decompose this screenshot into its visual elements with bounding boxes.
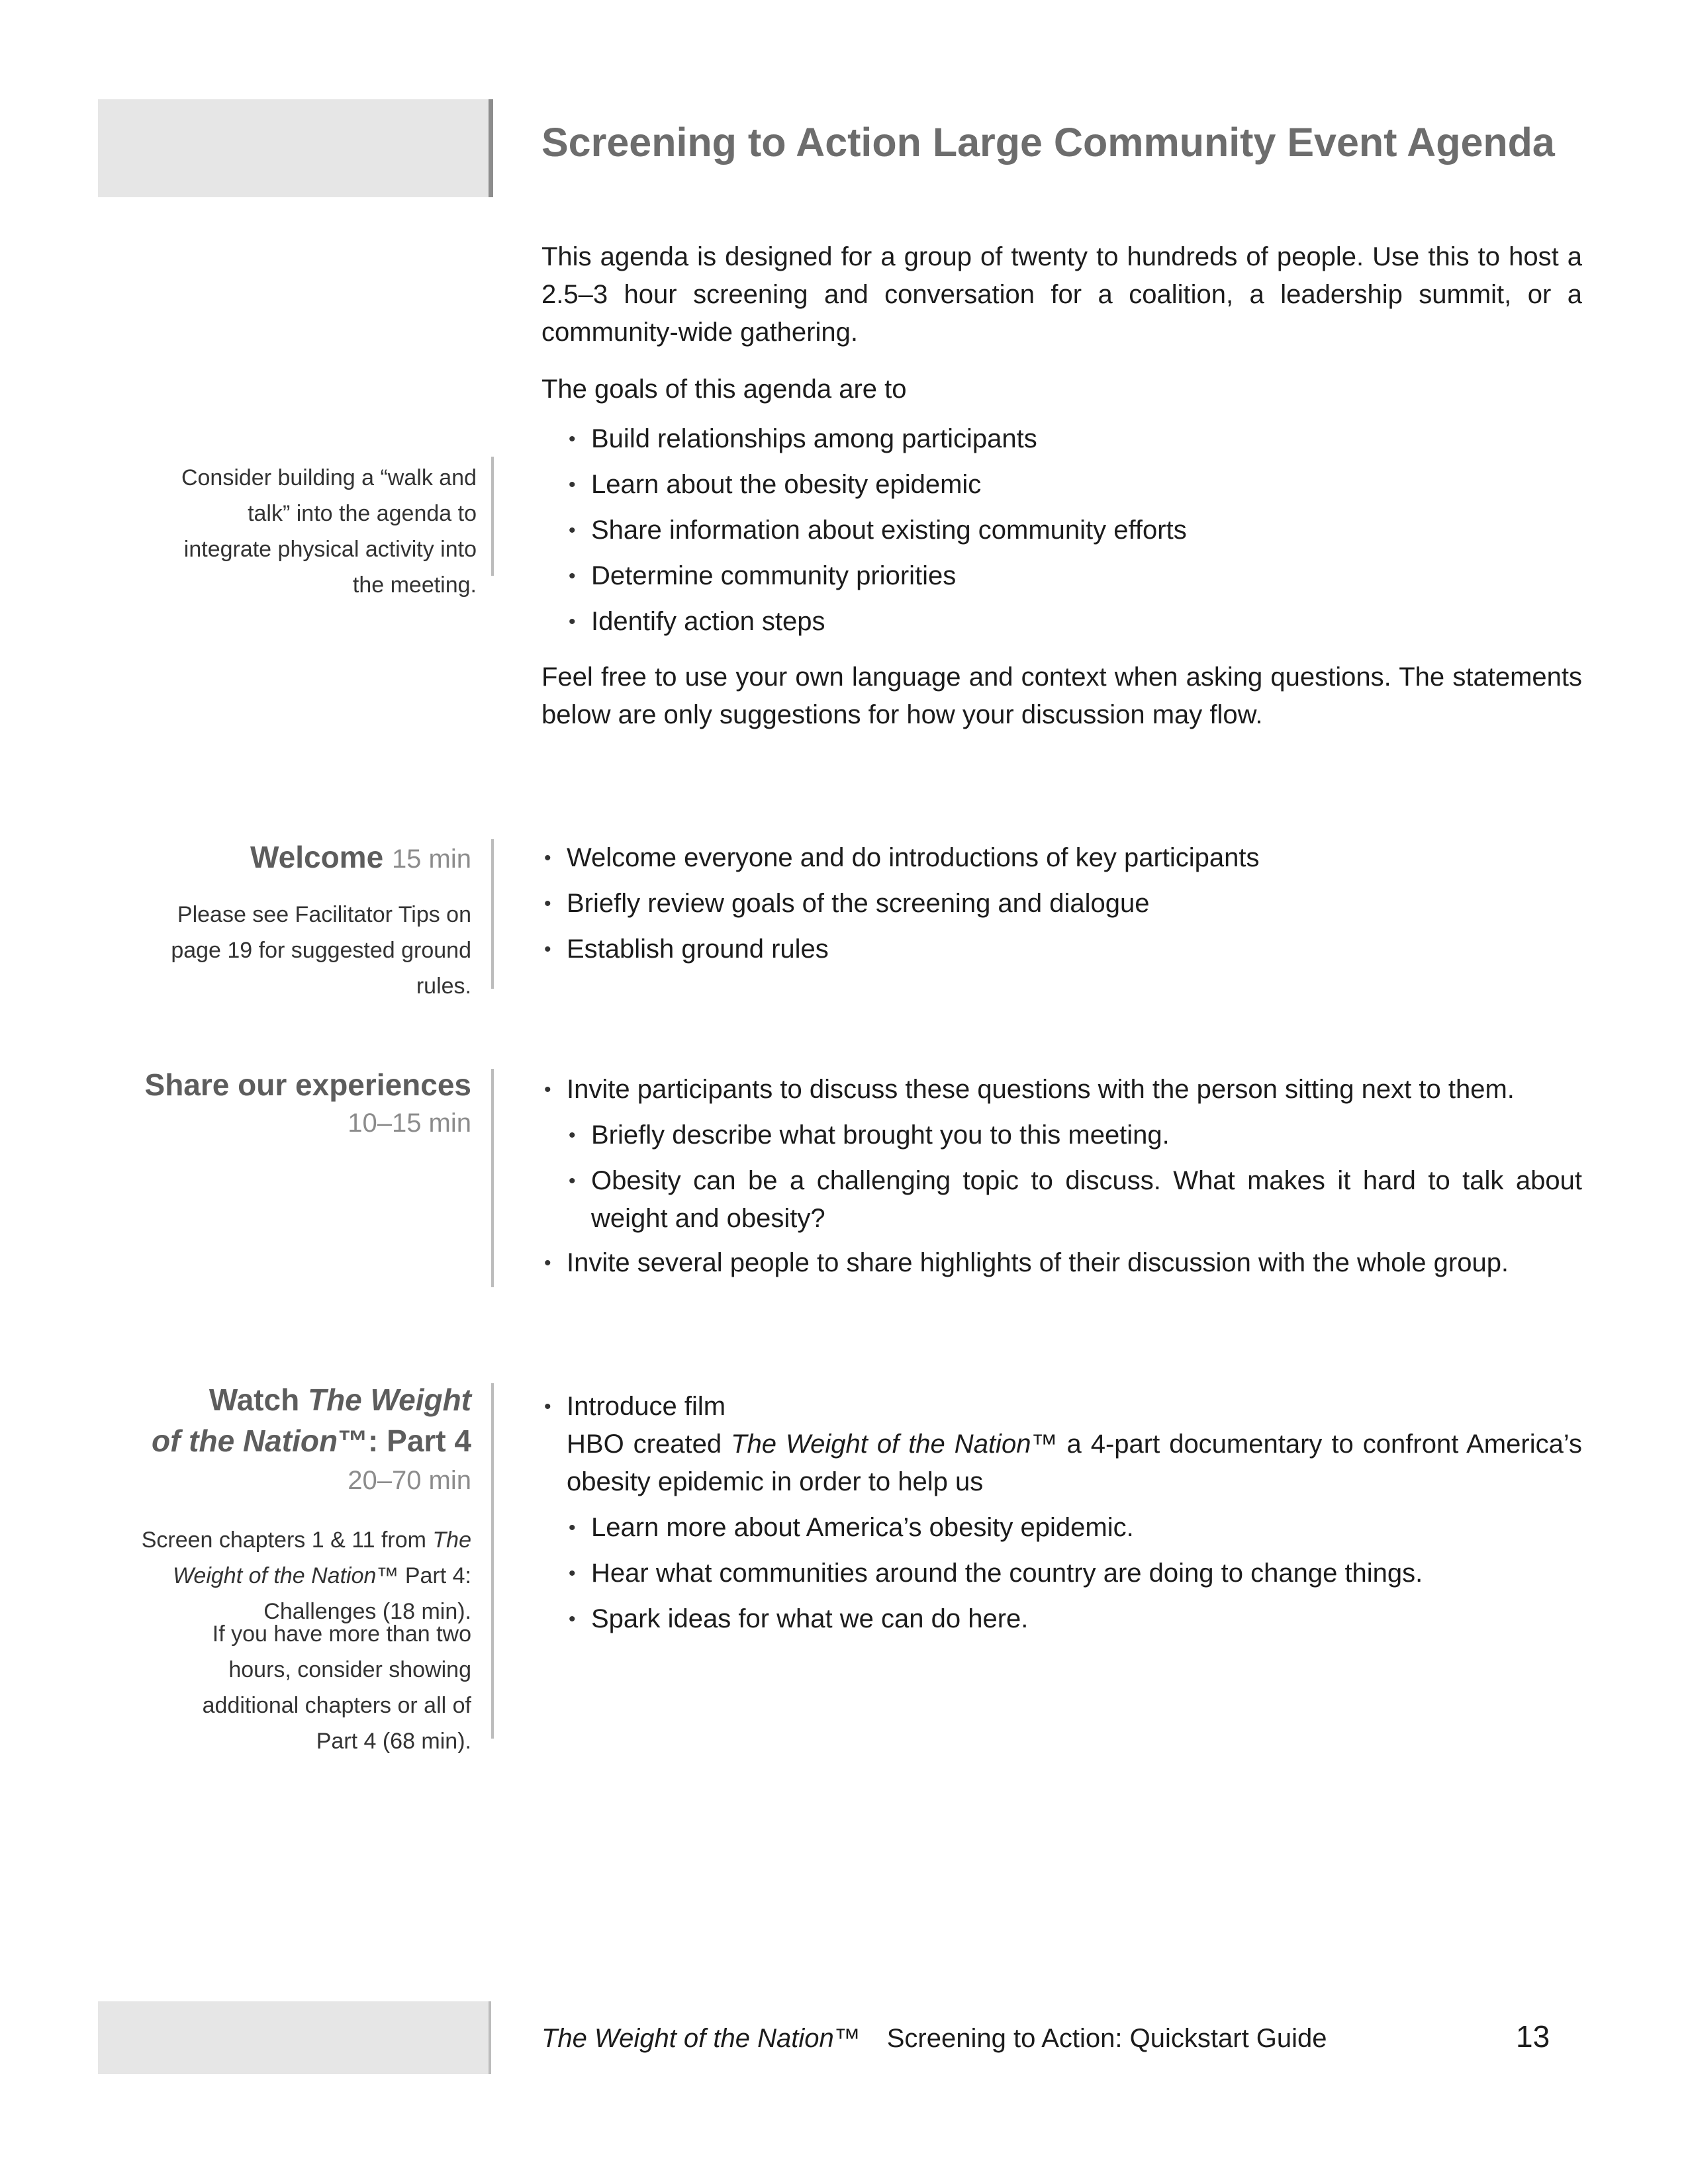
watch-time: 20–70 min xyxy=(348,1466,471,1495)
bullet-icon: • xyxy=(544,847,551,869)
share-list xyxy=(541,1071,1582,1116)
header-rule xyxy=(489,99,493,197)
share-time: 10–15 min xyxy=(348,1109,471,1138)
watch-item: • Introduce film HBO created The Weight of the Nation™ a 4-part documentary to confront America’s obesity epidemic in order to help us xyxy=(541,1388,1582,1501)
welcome-item: • Briefly review goals of the screening and dialogue xyxy=(541,885,1582,923)
welcome-item: • Establish ground rules xyxy=(541,931,1582,968)
bullet-icon: • xyxy=(569,1170,576,1192)
welcome-note: Please see Facilitator Tips on page 19 for suggested ground rules. xyxy=(171,902,471,999)
footer-rule xyxy=(489,2001,491,2074)
goal-item: • Build relationships among participants xyxy=(566,420,1582,458)
share-subitem: • Obesity can be a challenging topic to discuss. What makes it hard to talk about weight and obesity? xyxy=(566,1162,1582,1238)
bullet-icon: • xyxy=(569,428,576,450)
bullet-icon: • xyxy=(569,1563,576,1584)
watch-note-2: If you have more than two hours, consider showing additional chapters or all of Part 4 (68 min). xyxy=(202,1621,471,1754)
bullet-icon: • xyxy=(569,565,576,587)
bullet-icon: • xyxy=(569,1124,576,1146)
share-sublist xyxy=(566,1116,1582,1246)
goal-item: • Share information about existing community efforts xyxy=(566,512,1582,549)
share-rule xyxy=(491,1069,494,1287)
page-number: 13 xyxy=(1516,2019,1550,2054)
welcome-time: 15 min xyxy=(391,844,471,874)
bullet-icon: • xyxy=(569,1517,576,1539)
page-title: Screening to Action Large Community Event Agenda xyxy=(541,120,1555,165)
goal-item: • Identify action steps xyxy=(566,603,1582,641)
bullet-icon: • xyxy=(544,1252,551,1274)
walk-and-talk-note: Consider building a “walk and talk” into the agenda to integrate physical activity into the meeting. xyxy=(181,465,477,598)
header-gray-block xyxy=(98,99,490,197)
share-item: • Invite participants to discuss these questions with the person sitting next to them. xyxy=(541,1071,1582,1109)
watch-list xyxy=(541,1388,1582,1509)
welcome-item: • Welcome everyone and do introductions of key participants xyxy=(541,839,1582,877)
bullet-icon: • xyxy=(569,474,576,496)
bullet-icon: • xyxy=(544,938,551,960)
watch-sublist xyxy=(566,1509,1582,1646)
welcome-list xyxy=(541,839,1582,976)
bullet-icon: • xyxy=(544,893,551,915)
goals-list xyxy=(566,420,1582,649)
goal-item: • Determine community priorities xyxy=(566,557,1582,595)
share-heading: Share our experiences xyxy=(144,1068,471,1102)
watch-note-1: Screen chapters 1 & 11 from The Weight of the Nation™ Part 4: Challenges (18 min). xyxy=(141,1527,471,1624)
bullet-icon: • xyxy=(544,1079,551,1101)
share-list-2 xyxy=(541,1244,1582,1290)
sidenote-rule xyxy=(491,457,494,576)
watch-rule xyxy=(491,1383,494,1739)
welcome-rule xyxy=(491,839,494,989)
watch-subitem: • Hear what communities around the country are doing to change things. xyxy=(566,1555,1582,1592)
bullet-icon: • xyxy=(569,1608,576,1630)
bullet-icon: • xyxy=(569,611,576,633)
hbo-description: HBO created The Weight of the Nation™ a 4-part documentary to confront America’s obesity epidemic in order to help us xyxy=(567,1430,1582,1496)
footer-gray-block xyxy=(98,2001,490,2074)
watch-subitem: • Spark ideas for what we can do here. xyxy=(566,1600,1582,1638)
intro-paragraph: This agenda is designed for a group of twenty to hundreds of people. Use this to host a 2.5–3 hour screening and conversation for a coalition, a leadership summit, or a community-wide gathering. xyxy=(541,242,1582,347)
footer-title: The Weight of the Nation™ Screening to Action: Quickstart Guide xyxy=(541,2024,1327,2053)
goals-lead: The goals of this agenda are to xyxy=(541,375,907,404)
goal-item: • Learn about the obesity epidemic xyxy=(566,466,1582,504)
watch-subitem: • Learn more about America’s obesity epidemic. xyxy=(566,1509,1582,1547)
welcome-heading: Welcome 15 min xyxy=(250,840,471,874)
bullet-icon: • xyxy=(544,1396,551,1418)
share-subitem: • Briefly describe what brought you to this meeting. xyxy=(566,1116,1582,1154)
bullet-icon: • xyxy=(569,520,576,541)
share-item: • Invite several people to share highlights of their discussion with the whole group. xyxy=(541,1244,1582,1282)
watch-heading-line1: Watch The Weight xyxy=(209,1383,471,1417)
watch-heading-line2: of the Nation™: Part 4 xyxy=(151,1424,471,1458)
intro-closing: Feel free to use your own language and context when asking questions. The statements below are only suggestions for how your discussion may flow. xyxy=(541,662,1582,729)
